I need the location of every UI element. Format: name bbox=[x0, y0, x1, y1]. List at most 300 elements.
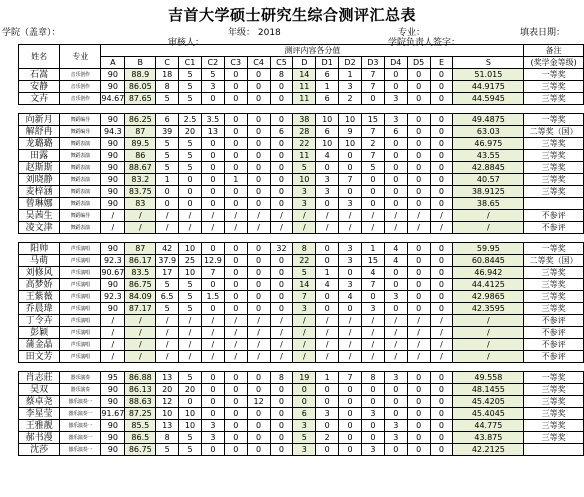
award-note: 三等奖 bbox=[524, 384, 584, 396]
score-cell: / bbox=[339, 351, 362, 363]
student-name: 解舒冉 bbox=[19, 126, 60, 138]
score-cell: 8 bbox=[361, 372, 384, 384]
score-cell: 0 bbox=[407, 198, 430, 210]
score-cell: 0 bbox=[407, 420, 430, 432]
score-cell: 11 bbox=[293, 93, 316, 105]
grade-label: 年级： 2018 bbox=[228, 28, 281, 38]
score-cell: 0 bbox=[407, 303, 430, 315]
score-cell: 42.8845 bbox=[453, 162, 524, 174]
score-cell: 6 bbox=[156, 114, 179, 126]
score-cell: 0 bbox=[224, 69, 247, 81]
score-cell: 15 bbox=[361, 255, 384, 267]
header-row bbox=[19, 45, 584, 57]
score-cell: 60.8445 bbox=[453, 255, 524, 267]
score-cell: 0 bbox=[247, 279, 270, 291]
score-cell: 0 bbox=[361, 396, 384, 408]
student-major: 声乐演唱 bbox=[60, 303, 101, 315]
student-major: 声乐演唱 bbox=[60, 315, 101, 327]
score-cell: / bbox=[179, 351, 202, 363]
student-name: 刘晓静 bbox=[19, 174, 60, 186]
score-cell: / bbox=[316, 210, 339, 222]
score-cell: 0 bbox=[339, 267, 362, 279]
score-cell: 0 bbox=[384, 150, 407, 162]
score-cell: 0 bbox=[384, 138, 407, 150]
header-col: C2 bbox=[201, 57, 224, 69]
score-cell: 0 bbox=[430, 432, 453, 444]
score-cell: 0 bbox=[247, 138, 270, 150]
score-cell: 38.9125 bbox=[453, 186, 524, 198]
student-name: 王紫薇 bbox=[19, 291, 60, 303]
score-cell: 3 bbox=[339, 243, 362, 255]
score-cell: 0 bbox=[407, 255, 430, 267]
table-row bbox=[19, 291, 584, 303]
score-cell: 86.17 bbox=[125, 255, 156, 267]
score-cell: 0 bbox=[224, 150, 247, 162]
score-cell: 0 bbox=[430, 81, 453, 93]
score-cell: 10 bbox=[179, 420, 202, 432]
score-cell: 0 bbox=[224, 138, 247, 150]
score-cell: 1 bbox=[339, 69, 362, 81]
header-col: D4 bbox=[384, 57, 407, 69]
college-label: 学院（盖章）： bbox=[2, 28, 61, 38]
score-cell: / bbox=[224, 327, 247, 339]
score-cell: 0 bbox=[384, 384, 407, 396]
score-cell: 0 bbox=[339, 408, 362, 420]
score-cell: 5 bbox=[179, 93, 202, 105]
score-cell: 94.3 bbox=[101, 126, 125, 138]
score-cell: 87.25 bbox=[125, 408, 156, 420]
award-note: 不参评 bbox=[524, 222, 584, 234]
score-cell: 90 bbox=[101, 81, 125, 93]
score-cell: 0 bbox=[247, 198, 270, 210]
score-cell: / bbox=[101, 351, 125, 363]
score-cell: 43.875 bbox=[453, 432, 524, 444]
score-cell: 3 bbox=[293, 444, 316, 456]
score-cell: 0 bbox=[384, 303, 407, 315]
score-cell: 0 bbox=[339, 303, 362, 315]
student-name: 高梦娇 bbox=[19, 279, 60, 291]
student-name: 向新月 bbox=[19, 114, 60, 126]
score-cell: 0 bbox=[247, 174, 270, 186]
score-cell: 5 bbox=[179, 444, 202, 456]
score-cell: / bbox=[247, 222, 270, 234]
score-cell: 0 bbox=[201, 384, 224, 396]
student-name: 蒲金晶 bbox=[19, 339, 60, 351]
score-cell: 5 bbox=[179, 69, 202, 81]
score-cell: / bbox=[247, 327, 270, 339]
score-cell: / bbox=[384, 222, 407, 234]
score-cell: 91.67 bbox=[101, 408, 125, 418]
score-cell: 0 bbox=[270, 279, 293, 291]
table-row bbox=[19, 303, 584, 315]
score-cell: 0 bbox=[224, 444, 247, 456]
score-cell: 0 bbox=[247, 408, 270, 420]
score-cell: 3 bbox=[201, 420, 224, 432]
table-row bbox=[19, 138, 584, 150]
header-col: D5 bbox=[407, 57, 430, 69]
score-cell: 0 bbox=[361, 384, 384, 396]
score-cell: 0 bbox=[179, 396, 202, 408]
score-cell: 0 bbox=[201, 186, 224, 198]
score-cell: 0 bbox=[224, 396, 247, 408]
score-cell: 0 bbox=[247, 114, 270, 126]
score-cell: 0 bbox=[247, 126, 270, 138]
score-cell: 46.975 bbox=[453, 138, 524, 150]
score-cell: 11 bbox=[293, 81, 316, 93]
score-cell: 0 bbox=[247, 93, 270, 105]
score-cell: 0 bbox=[430, 444, 453, 456]
score-cell: 7 bbox=[201, 267, 224, 279]
award-note: 一等奖 bbox=[524, 114, 584, 126]
score-cell: 0 bbox=[224, 81, 247, 93]
score-cell: 0 bbox=[224, 291, 247, 303]
score-cell: 0 bbox=[430, 303, 453, 315]
score-cell: 46.942 bbox=[453, 267, 524, 279]
score-cell: 1 bbox=[156, 174, 179, 186]
score-cell: 4 bbox=[316, 150, 339, 162]
table-row bbox=[19, 114, 584, 126]
score-cell: 10 bbox=[293, 174, 316, 186]
score-cell: 0 bbox=[430, 396, 453, 408]
score-cell: / bbox=[453, 210, 524, 222]
score-cell: 0 bbox=[316, 162, 339, 174]
score-cell: 85.5 bbox=[125, 420, 156, 432]
score-cell: / bbox=[361, 339, 384, 351]
score-cell: / bbox=[316, 315, 339, 327]
score-cell: / bbox=[101, 315, 125, 327]
score-cell: 0 bbox=[316, 384, 339, 396]
award-note: 三等奖 bbox=[524, 93, 584, 105]
award-note: 不参评 bbox=[524, 339, 584, 351]
separator-cell bbox=[19, 234, 584, 243]
score-cell: 89.5 bbox=[125, 138, 156, 150]
score-cell: 0 bbox=[224, 420, 247, 432]
score-cell: / bbox=[430, 315, 453, 327]
table-row bbox=[19, 93, 584, 105]
score-cell: 90 bbox=[101, 396, 125, 408]
score-cell: 12.9 bbox=[201, 255, 224, 267]
score-cell: 2 bbox=[361, 138, 384, 150]
score-cell: 86.75 bbox=[125, 279, 156, 291]
header-col: D1 bbox=[316, 57, 339, 69]
score-cell: 28 bbox=[293, 126, 316, 138]
score-cell: 3 bbox=[384, 291, 407, 303]
award-note: 三等奖 bbox=[524, 303, 584, 315]
score-cell: 0 bbox=[224, 162, 247, 174]
header-col: D3 bbox=[361, 57, 384, 69]
student-major: 器乐演奏一 bbox=[60, 420, 101, 432]
table-row bbox=[19, 396, 584, 408]
score-cell: 83.5 bbox=[125, 267, 156, 279]
student-major: 音乐创作 bbox=[60, 69, 101, 81]
score-cell: 0 bbox=[201, 279, 224, 291]
score-cell: 3 bbox=[293, 198, 316, 210]
score-cell: 7 bbox=[361, 150, 384, 162]
score-cell: 0 bbox=[384, 174, 407, 186]
score-cell: 13 bbox=[156, 372, 179, 384]
score-cell: 0 bbox=[407, 126, 430, 138]
score-cell: 0 bbox=[407, 432, 430, 444]
score-cell: / bbox=[179, 222, 202, 234]
score-cell: 0 bbox=[430, 372, 453, 384]
score-cell: / bbox=[430, 339, 453, 351]
score-cell: / bbox=[361, 351, 384, 363]
table-row bbox=[19, 420, 584, 432]
score-cell: 0 bbox=[270, 81, 293, 93]
award-note: 三等奖 bbox=[524, 81, 584, 93]
score-cell: 44.9175 bbox=[453, 81, 524, 93]
score-cell: 45.4045 bbox=[453, 408, 524, 420]
student-major: 舞蹈表演 bbox=[60, 186, 101, 198]
score-cell: / bbox=[293, 327, 316, 339]
score-cell: 5 bbox=[361, 162, 384, 174]
score-cell: 0 bbox=[293, 384, 316, 396]
score-cell: 0 bbox=[247, 69, 270, 81]
score-cell: 3 bbox=[384, 420, 407, 432]
score-cell: 0 bbox=[247, 372, 270, 384]
score-cell: 19 bbox=[293, 372, 316, 384]
table-row bbox=[19, 210, 584, 222]
score-cell: 90 bbox=[101, 150, 125, 162]
score-cell: 7 bbox=[361, 69, 384, 81]
score-cell: 0 bbox=[407, 291, 430, 303]
score-cell: 0 bbox=[384, 198, 407, 210]
score-cell: 0 bbox=[384, 81, 407, 93]
score-cell: 0 bbox=[430, 138, 453, 150]
score-cell: 3 bbox=[293, 186, 316, 198]
score-cell: 3 bbox=[384, 93, 407, 105]
score-cell: / bbox=[339, 222, 362, 234]
score-cell: / bbox=[270, 315, 293, 327]
score-cell: 11 bbox=[293, 150, 316, 162]
student-name: 刘修风 bbox=[19, 267, 60, 279]
table-body bbox=[19, 45, 584, 456]
score-cell: 48.1455 bbox=[453, 384, 524, 396]
score-cell: 3 bbox=[201, 81, 224, 93]
score-cell: 7 bbox=[361, 126, 384, 138]
score-cell: 0 bbox=[407, 396, 430, 408]
score-cell: 88.63 bbox=[125, 396, 156, 408]
score-cell: 0 bbox=[430, 291, 453, 303]
score-cell: / bbox=[179, 315, 202, 327]
score-cell: 0 bbox=[270, 396, 293, 408]
award-note: 二等奖（国） bbox=[524, 126, 584, 138]
score-cell: 0 bbox=[247, 81, 270, 93]
score-cell: / bbox=[316, 222, 339, 234]
score-cell: 0 bbox=[339, 150, 362, 162]
score-cell: 17 bbox=[156, 267, 179, 279]
student-name: 吴双 bbox=[19, 384, 60, 396]
score-cell: 0 bbox=[407, 408, 430, 420]
score-cell: 0 bbox=[384, 186, 407, 198]
score-cell: 38.65 bbox=[453, 198, 524, 210]
score-cell: 0 bbox=[201, 303, 224, 315]
score-cell: 0 bbox=[224, 384, 247, 396]
score-cell: 22 bbox=[293, 255, 316, 267]
score-cell: 0 bbox=[270, 384, 293, 396]
score-cell: 0 bbox=[361, 198, 384, 210]
score-cell: 7 bbox=[361, 81, 384, 93]
score-cell: 10 bbox=[316, 138, 339, 150]
score-cell: 0 bbox=[430, 69, 453, 81]
award-note: 三等奖 bbox=[524, 291, 584, 303]
table-row bbox=[19, 384, 584, 396]
student-name: 乔晨瑋 bbox=[19, 303, 60, 315]
score-cell: / bbox=[384, 315, 407, 327]
score-cell: 6 bbox=[316, 93, 339, 105]
score-cell: 10 bbox=[179, 267, 202, 279]
score-cell: 0 bbox=[407, 138, 430, 150]
score-cell: 0 bbox=[430, 93, 453, 105]
score-cell: 15 bbox=[361, 114, 384, 126]
score-cell: 3 bbox=[339, 279, 362, 291]
separator-cell bbox=[19, 105, 584, 114]
award-note: 不参评 bbox=[524, 327, 584, 339]
score-cell: 90 bbox=[101, 303, 125, 315]
score-cell: 3 bbox=[361, 303, 384, 315]
score-cell: / bbox=[247, 351, 270, 363]
score-cell: 0 bbox=[224, 198, 247, 210]
score-cell: 0 bbox=[201, 372, 224, 384]
score-cell: 0 bbox=[224, 126, 247, 138]
score-cell: 1.5 bbox=[201, 291, 224, 303]
table-row bbox=[19, 372, 584, 384]
score-cell: 10 bbox=[339, 138, 362, 150]
score-cell: 5 bbox=[156, 279, 179, 291]
score-cell: 4 bbox=[384, 243, 407, 255]
score-cell: / bbox=[201, 315, 224, 327]
evaluation-table bbox=[18, 44, 584, 456]
score-cell: 6.5 bbox=[156, 291, 179, 303]
score-cell: 0 bbox=[361, 186, 384, 198]
student-major: 声乐演唱 bbox=[60, 339, 101, 351]
header-note-sub: (奖学金等级) bbox=[524, 57, 584, 69]
score-cell: 0 bbox=[384, 69, 407, 81]
score-cell: 0 bbox=[430, 126, 453, 138]
score-cell: / bbox=[407, 222, 430, 234]
score-cell: 10 bbox=[339, 114, 362, 126]
score-cell: 0 bbox=[430, 162, 453, 174]
score-cell: 0 bbox=[270, 291, 293, 303]
score-cell: 3 bbox=[316, 186, 339, 198]
score-cell: 44.4125 bbox=[453, 279, 524, 291]
score-cell: 0 bbox=[430, 174, 453, 186]
score-cell: 0 bbox=[224, 267, 247, 279]
score-cell: / bbox=[201, 210, 224, 222]
score-cell: 0 bbox=[270, 138, 293, 150]
score-cell: 8 bbox=[270, 69, 293, 81]
score-cell: 18 bbox=[156, 69, 179, 81]
student-major: 器乐演奏一 bbox=[60, 432, 101, 444]
score-cell: 14 bbox=[293, 69, 316, 81]
score-cell: 86 bbox=[125, 150, 156, 162]
award-note: 三等奖 bbox=[524, 396, 584, 408]
score-cell: 45.4205 bbox=[453, 396, 524, 408]
score-cell: 0 bbox=[407, 150, 430, 162]
score-cell: / bbox=[125, 210, 156, 222]
award-note: 不参评 bbox=[524, 315, 584, 327]
score-cell: 0 bbox=[247, 420, 270, 432]
score-cell: 90 bbox=[101, 198, 125, 210]
score-cell: / bbox=[407, 315, 430, 327]
score-cell: 14 bbox=[293, 279, 316, 291]
award-note: 三等奖 bbox=[524, 408, 584, 420]
score-cell: / bbox=[156, 315, 179, 327]
student-major: 声乐演唱 bbox=[60, 291, 101, 303]
score-cell: 20 bbox=[179, 384, 202, 396]
student-name: 丁令卉 bbox=[19, 315, 60, 327]
score-cell: 0 bbox=[407, 69, 430, 81]
score-cell: 0 bbox=[407, 114, 430, 126]
score-cell: 0 bbox=[384, 267, 407, 279]
score-cell: / bbox=[339, 210, 362, 222]
student-major: 声乐演唱 bbox=[60, 243, 101, 255]
score-cell: 0 bbox=[316, 444, 339, 456]
table-row bbox=[19, 150, 584, 162]
score-cell: 3 bbox=[361, 444, 384, 456]
student-major: 声乐演唱 bbox=[60, 267, 101, 279]
score-cell: 0 bbox=[316, 243, 339, 255]
score-cell: / bbox=[270, 339, 293, 351]
score-cell: 0 bbox=[430, 186, 453, 198]
student-major: 舞蹈编导 bbox=[60, 126, 101, 138]
score-cell: 51.015 bbox=[453, 69, 524, 81]
score-cell: 9 bbox=[339, 126, 362, 138]
score-cell: 0 bbox=[201, 444, 224, 456]
header-col: A bbox=[101, 57, 125, 69]
score-cell: 0 bbox=[430, 243, 453, 255]
score-cell: 40.57 bbox=[453, 174, 524, 186]
student-name: 文卉 bbox=[19, 93, 60, 105]
score-cell: / bbox=[430, 351, 453, 363]
score-cell: 5 bbox=[156, 93, 179, 105]
score-cell: / bbox=[407, 210, 430, 222]
score-cell: 10 bbox=[156, 408, 179, 420]
score-cell: / bbox=[453, 339, 524, 351]
score-cell: / bbox=[224, 222, 247, 234]
score-cell: 0 bbox=[270, 162, 293, 174]
table-row bbox=[19, 408, 584, 420]
score-cell: / bbox=[361, 315, 384, 327]
score-cell: 0 bbox=[407, 93, 430, 105]
score-cell: / bbox=[247, 315, 270, 327]
score-cell: 5 bbox=[156, 150, 179, 162]
score-cell: / bbox=[339, 315, 362, 327]
score-cell: 90.67 bbox=[101, 267, 125, 277]
student-major: 舞蹈表演 bbox=[60, 162, 101, 174]
score-cell: 0 bbox=[384, 279, 407, 291]
student-major: 音乐创作 bbox=[60, 81, 101, 93]
award-note: 二等奖（国） bbox=[524, 255, 584, 267]
group-separator bbox=[19, 105, 584, 114]
award-note: 三等奖 bbox=[524, 267, 584, 279]
score-cell: 0 bbox=[407, 267, 430, 279]
score-cell: 32 bbox=[270, 243, 293, 255]
student-name: 龙璐璐 bbox=[19, 138, 60, 150]
score-cell: 87 bbox=[125, 126, 156, 138]
score-cell: 87 bbox=[125, 243, 156, 255]
score-cell: 3 bbox=[201, 432, 224, 444]
score-cell: 0 bbox=[361, 432, 384, 444]
score-cell: 25 bbox=[179, 255, 202, 267]
score-cell: 10 bbox=[179, 408, 202, 420]
score-cell: / bbox=[407, 351, 430, 363]
score-cell: 90 bbox=[101, 432, 125, 444]
score-cell: 8 bbox=[270, 372, 293, 384]
score-cell: 1 bbox=[224, 174, 247, 186]
score-cell: / bbox=[270, 222, 293, 234]
score-cell: 39 bbox=[156, 126, 179, 138]
